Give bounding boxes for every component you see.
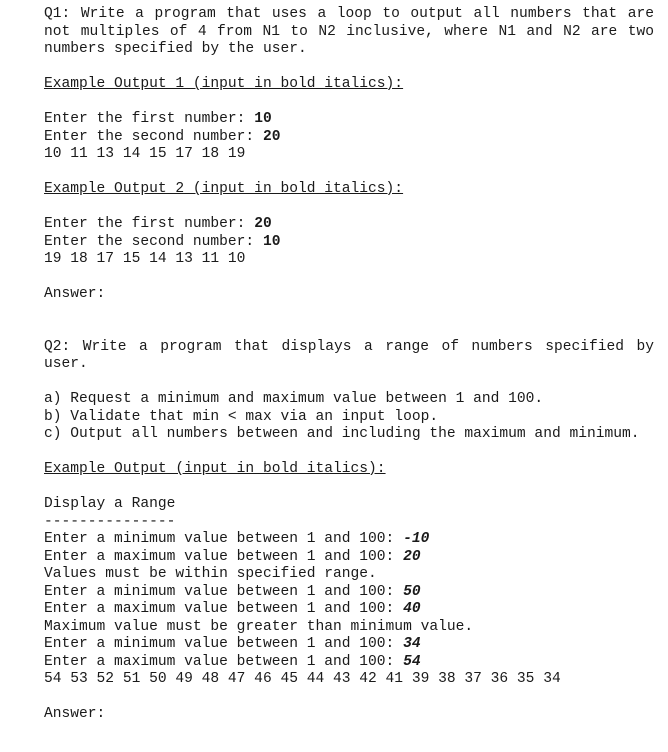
q2-example-line: [44, 636, 654, 654]
user-input: 40: [403, 601, 421, 617]
q2-example-title-underline: ---------------: [44, 513, 176, 530]
q2-step-c: c) Output all numbers between and including the maximum and minimum.: [44, 426, 640, 442]
prompt-text: Enter a minimum value between 1 and 100:: [44, 583, 404, 600]
user-input: 54: [403, 653, 421, 670]
q1-example2-line2: [44, 234, 654, 252]
q2-example-title: Display a Range: [44, 496, 176, 512]
q1-example2-output: 19 18 17 15 14 13 11 10: [44, 251, 246, 267]
user-input: 10: [254, 111, 272, 127]
q1-example1-output: 10 11 13 14 15 17 18 19: [44, 146, 246, 162]
q2-prompt: Q2: Write a program that displays a range of numbers specified by user.: [44, 338, 654, 372]
q1-example1-line2: [44, 129, 654, 147]
prompt-text: Enter the second number:: [44, 128, 263, 145]
q2-example-line: [44, 566, 654, 584]
q1-answer-label: Answer:: [44, 286, 106, 302]
q1-example1-header: Example Output 1 (input in bold italics):: [44, 76, 404, 92]
q1-prompt: Q1: Write a program that uses a loop to output all numbers that are not multiples of 4 from N1 to N2 inclusive, where N1 and N2 are two numbers specified by the user.: [44, 6, 654, 57]
q2-step-a: a) Request a minimum and maximum value between 1 and 100.: [44, 391, 544, 407]
q1-example2-line1: [44, 216, 654, 234]
prompt-text: Values must be within specified range.: [44, 566, 377, 582]
q1-example1-line1: [44, 111, 654, 129]
document-page: [44, 6, 654, 724]
user-input: 20: [403, 548, 421, 565]
user-input: 10: [262, 233, 281, 250]
q2-example-line: [44, 584, 654, 602]
prompt-text: Enter a minimum value between 1 and 100:: [44, 531, 404, 547]
prompt-text: Enter a minimum value between 1 and 100:: [44, 636, 404, 652]
prompt-text: Enter the first number:: [44, 111, 255, 127]
q2-example-line: [44, 531, 654, 549]
prompt-text: Enter the first number:: [44, 216, 255, 232]
q2-example-output: 54 53 52 51 50 49 48 47 46 45 44 43 42 41 39 38 37 36 35 34: [44, 671, 561, 687]
user-input: -10: [403, 531, 430, 547]
user-input: 34: [403, 636, 421, 652]
prompt-text: Enter a maximum value between 1 and 100:: [44, 653, 404, 670]
q2-example-line: [44, 549, 654, 567]
user-input: 20: [254, 216, 272, 232]
q2-example-header: Example Output (input in bold italics):: [44, 461, 386, 477]
q1-example2-header: Example Output 2 (input in bold italics):: [44, 181, 404, 197]
q2-answer-label: Answer:: [44, 706, 106, 722]
prompt-text: Maximum value must be greater than minimum value.: [44, 618, 474, 635]
q2-step-b: b) Validate that min < max via an input loop.: [44, 408, 439, 425]
prompt-text: Enter the second number:: [44, 233, 263, 250]
q2-example-line: [44, 619, 654, 637]
q2-example-line: [44, 654, 654, 672]
prompt-text: Enter a maximum value between 1 and 100:: [44, 548, 404, 565]
q2-example-line: [44, 601, 654, 619]
user-input: 20: [262, 128, 281, 145]
user-input: 50: [403, 583, 421, 600]
prompt-text: Enter a maximum value between 1 and 100:: [44, 601, 404, 617]
